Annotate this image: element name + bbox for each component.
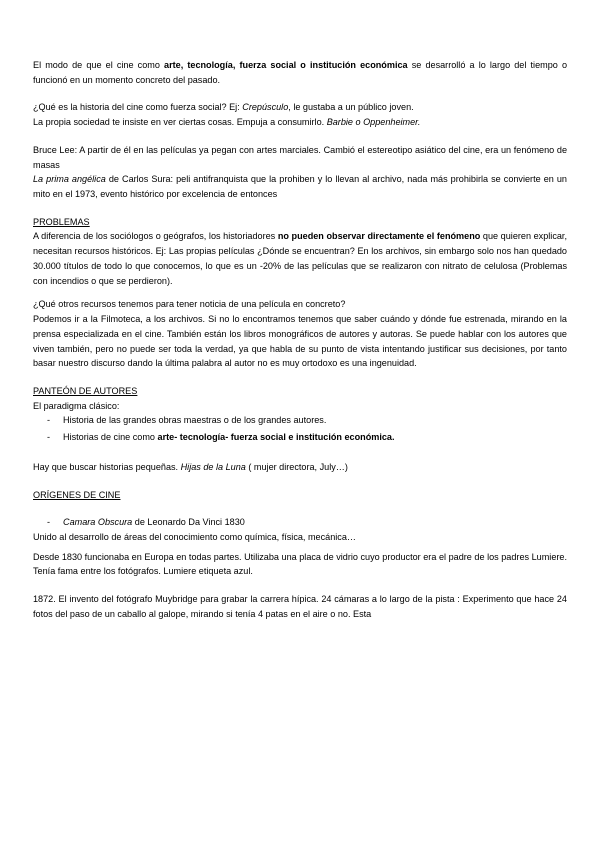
list-item-camara-obscura	[33, 515, 567, 530]
text-run: se desarrolló a lo largo del tiempo o funcionó en un momento concreto del pasado.	[33, 60, 567, 85]
heading-text: PANTEÓN DE AUTORES	[33, 385, 138, 396]
text-run-bold: arte- tecnología- fuerza social e institución económica.	[157, 432, 395, 443]
paragraph-question-social	[33, 100, 567, 115]
spacer	[33, 447, 567, 460]
paragraph-muybridge	[33, 592, 567, 621]
heading-origenes-cine	[33, 488, 567, 503]
text-run: ¿Qué es la historia del cine como fuerza social? Ej:	[33, 102, 243, 113]
paragraph-paradigma	[33, 399, 567, 414]
text-run: Desde 1830 funcionaba en Europa en todas partes. Utilizaba una placa de vidrio cuyo productor era el padre de los padres Lumiere. Tenía fama entre los fotógrafos. Lumiere etiqueta azul.	[33, 551, 567, 577]
text-run: Unido al desarrollo de áreas del conocimiento como química, física, mecánica…	[33, 531, 356, 542]
text-run-italic: Camara Obscura	[63, 517, 133, 528]
text-run-italic: Crepúsculo	[242, 102, 289, 113]
text-run: Podemos ir a la Filmoteca, a los archivos. Si no lo encontramos tenemos que saber cuándo y dónde fue estrenada, mirando en la prensa especializada en el cine. También están los libros monográficos de autores y autoras. Se puede hablar con los autores que viven también, pero no puede ser toda la verdad, ya que habla de su punto de vista intentando justificar sus decisiones, por tanto basar nuestro discurso dando la última palabra al autor no es muy ortodoxo es una ingenuidad.	[33, 314, 567, 369]
list-item	[47, 413, 567, 428]
text-run: de Leonardo Da Vinci 1830	[132, 517, 245, 528]
dash-bullet-icon: -	[47, 415, 51, 426]
paragraph-desde-1830	[33, 550, 567, 579]
text-run-italic: La prima angélica	[33, 174, 106, 185]
text-run: La propia sociedad te insiste en ver ciertas cosas. Empuja a consumirlo.	[33, 117, 327, 128]
heading-text: PROBLEMAS	[33, 216, 90, 227]
spacer	[33, 502, 567, 515]
document-body	[33, 58, 567, 622]
text-run: Historia de las grandes obras maestras o de los grandes autores.	[63, 415, 327, 426]
dash-bullet-icon: -	[47, 432, 51, 443]
paragraph-question-recursos	[33, 297, 567, 312]
text-run: ¿Qué otros recursos tenemos para tener noticia de una película en concreto?	[33, 299, 346, 310]
text-run: El paradigma clásico:	[33, 400, 120, 411]
paragraph-desarrollo-areas	[33, 530, 567, 545]
spacer	[33, 87, 567, 100]
text-run: A diferencia de los sociólogos o geógrafos, los historiadores	[33, 231, 278, 242]
text-run: , le gustaba a un público joven.	[288, 102, 414, 113]
paragraph-problemas-body	[33, 229, 567, 288]
text-run-italic: Hijas de la Luna	[180, 461, 246, 472]
text-run-italic: Barbie o Oppenheimer.	[326, 117, 421, 128]
spacer	[33, 130, 567, 143]
paragraph-historias-pequenas	[33, 460, 567, 475]
text-run: 1872. El invento del fotógrafo Muybridge para grabar la carrera hípica. 24 cámaras a lo largo de la pista : Experimento que hace 24 fotos del paso de un caballo al galope, mirando si tenía 4 patas en el aire o no. Esta	[33, 594, 567, 619]
text-run: ( mujer directora, July…)	[245, 461, 348, 472]
spacer	[33, 288, 567, 297]
dash-bullet-icon: -	[47, 517, 51, 528]
paragraph-prima-angelica	[33, 172, 567, 201]
heading-problemas	[33, 215, 567, 230]
list-paradigma-clasico	[33, 413, 567, 444]
text-run: de Carlos Sura: peli antifranquista que la prohiben y lo llevan al archivo, nada más prohibirla se convierte en un mito en el 1973, evento histórico por excelencia de entonces	[33, 174, 567, 200]
paragraph-bruce-lee	[33, 143, 567, 172]
paragraph-filmoteca	[33, 312, 567, 371]
heading-text: ORÍGENES DE CINE	[33, 489, 121, 500]
text-run-bold: arte, tecnología, fuerza social o institución económica	[164, 60, 408, 70]
spacer	[33, 579, 567, 592]
list-item	[47, 430, 567, 445]
text-run-bold: no pueden observar directamente el fenómeno	[277, 231, 481, 242]
spacer	[33, 371, 567, 384]
text-run: El modo de que el cine como	[33, 60, 165, 70]
paragraph-intro	[33, 58, 567, 87]
paragraph-sociedad	[33, 115, 567, 130]
text-run: Historias de cine como	[63, 432, 158, 443]
text-run: que quieren explicar, necesitan recursos históricos. Ej: Las propias películas ¿Dónde se encuentran? En los archivos, sin embargo solo nos han quedado 30.000 títulos de todo lo que conocemos, lo que es un -20% de las películas que se realizaron con nitrato de celulosa (Problemas con incendios o que se perdieron).	[33, 231, 567, 286]
spacer	[33, 475, 567, 488]
heading-panteon-autores	[33, 384, 567, 399]
text-run: Bruce Lee: A partir de él en las películas ya pegan con artes marciales. Cambió el estereotipo asiático del cine, era un fenómeno de masas	[33, 144, 567, 170]
text-run: Hay que buscar historias pequeñas.	[33, 461, 181, 472]
spacer	[33, 202, 567, 215]
